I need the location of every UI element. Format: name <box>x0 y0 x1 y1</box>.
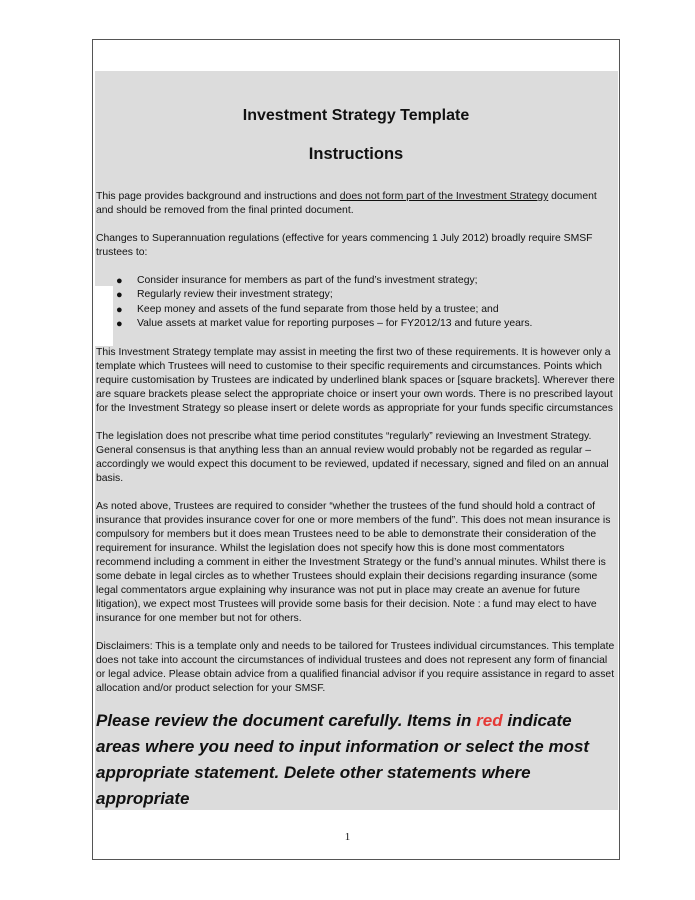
red-keyword: red <box>476 710 503 730</box>
bullet-icon: ● <box>116 289 123 302</box>
disclaimer-paragraph: Disclaimers: This is a template only and needs to be tailored for Trustees individual circumstances. This template does not take into account the circumstances of individual trustees and does not represent any form of financial or legal advice. Please obtain advice from a qualified financial advisor if you require assistance in regard to asset allocation and/or product selection for your SMSF. <box>96 640 615 694</box>
regulations-paragraph: Changes to Superannuation regulations (effective for years commencing 1 July 2012) broadly require SMSF trustees to: <box>96 233 593 258</box>
section-title: Instructions <box>308 145 404 163</box>
template-paragraph: This Investment Strategy template may assist in meeting the first two of these requirements. It is however only a template which Trustees will need to customise to their specific requirements and circumstances. Points which require customisation by Trustees are indicated by underlined blank spaces or [square brackets]. Wherever there are square brackets please select the appropriate choice or insert your own words. There is no prescribed layout for the Investment Strategy so please insert or delete words as appropriate for your funds specific circumstances <box>96 346 615 414</box>
page-number: 1 <box>344 831 351 843</box>
bullet-icon: ● <box>116 318 123 331</box>
instructions-content <box>96 104 616 812</box>
review-notice: Please review the document carefully. Items in red indicate areas where you need to input information or select the most appropriate statement. Delete other statements where appropriate <box>96 710 590 808</box>
insurance-paragraph: As noted above, Trustees are required to consider “whether the trustees of the fund should hold a contract of insurance that provides insurance cover for one or more members of the fund”. This does not mean insurance is compulsory for members but it does mean Trustees need to be able to demonstrate their consideration of the requirement for insurance. Whilst the legislation does not specify how this is done most commentators recommend including a comment in either the Investment Strategy or the fund’s annual minutes. Whilst there is some debate in legal circles as to whether Trustees should explain their decisions regarding insurance (some legal commentators argue explaining why insurance was not put in place may create an avenue for future litigation), we expect most Trustees will provide some basis for their decision. Note : a fund may elect to have insurance for one member but not for others. <box>96 500 611 624</box>
list-item: ● Keep money and assets of the fund separate from those held by a trustee; and <box>116 303 499 316</box>
intro-paragraph: This page provides background and instructions and does not form part of the Investment Strategy document and should be removed from the final printed document. <box>96 191 597 216</box>
document-title: Investment Strategy Template <box>242 107 470 124</box>
underlined-note: does not form part of the Investment Strategy <box>339 191 549 202</box>
bullet-icon: ● <box>116 275 123 287</box>
list-item: ● Value assets at market value for reporting purposes – for FY2012/13 and future years. <box>116 318 533 331</box>
requirements-list <box>96 274 616 332</box>
bullet-icon: ● <box>116 303 123 316</box>
list-item: ● Regularly review their investment strategy; <box>116 289 333 302</box>
review-period-paragraph: The legislation does not prescribe what time period constitutes “regularly” reviewing an Investment Strategy. General consensus is that anything less than an annual review would probably not be regarded as regular – accordingly we would expect this document to be reviewed, updated if necessary, signed and filed on an annual basis. <box>96 430 609 484</box>
list-item: ● Consider insurance for members as part of the fund’s investment strategy; <box>116 275 478 287</box>
